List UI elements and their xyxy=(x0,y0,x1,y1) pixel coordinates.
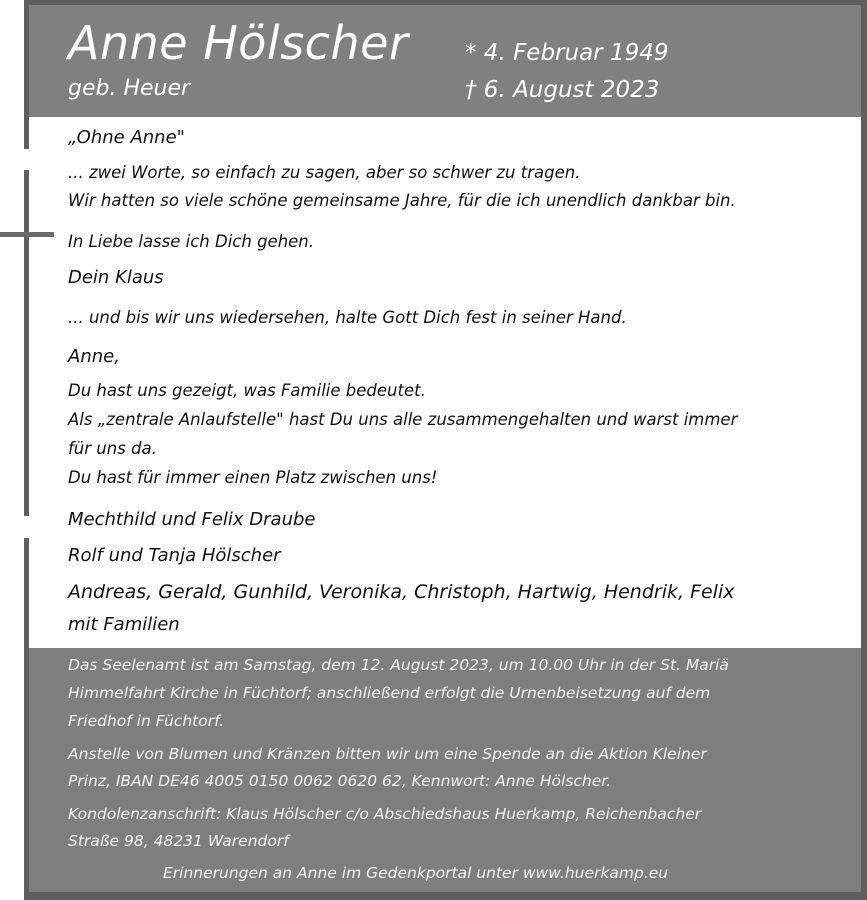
message-line: Als „zentrale Anlaufstelle" hast Du uns alle zusammengehalten und warst immer xyxy=(68,410,738,429)
poem-title: „Ohne Anne" xyxy=(68,127,185,148)
service-info: Das Seelenamt ist am Samstag, dem 12. August 2023, um 10.00 Uhr in der St. Mariä xyxy=(68,656,729,674)
service-info: Friedhof in Füchtorf. xyxy=(68,712,225,730)
mourner-line: Mechthild und Felix Draube xyxy=(68,509,316,530)
farewell-line: In Liebe lasse ich Dich gehen. xyxy=(68,232,315,251)
cross-gap-bottom xyxy=(24,516,29,538)
service-info: Himmelfahrt Kirche in Füchtorf; anschließend erfolgt die Urnenbeisetzung auf dem xyxy=(68,684,711,702)
blessing-line: ... und bis wir uns wiedersehen, halte Gott Dich fest in seiner Hand. xyxy=(68,308,627,327)
poem-line: Wir hatten so viele schöne gemeinsame Jahre, für die ich unendlich dankbar bin. xyxy=(68,191,736,210)
condolence-address: Kondolenzanschrift: Klaus Hölscher c/o Abschiedshaus Huerkamp, Reichenbacher xyxy=(68,805,702,823)
salutation: Anne, xyxy=(68,346,120,367)
mourner-line: Rolf und Tanja Hölscher xyxy=(68,545,281,566)
memorial-portal-link[interactable]: Erinnerungen an Anne im Gedenkportal unter www.huerkamp.eu xyxy=(163,864,669,882)
donation-info: Anstelle von Blumen und Kränzen bitten wir um eine Spende an die Aktion Kleiner xyxy=(68,745,707,763)
message-line: Du hast uns gezeigt, was Familie bedeutet. xyxy=(68,381,426,400)
donation-info: Prinz, IBAN DE46 4005 0150 0062 0620 62, Kennwort: Anne Hölscher. xyxy=(68,772,612,790)
signature: Dein Klaus xyxy=(68,267,164,288)
deceased-name: Anne Hölscher xyxy=(68,16,409,70)
message-line: für uns da. xyxy=(68,439,157,458)
maiden-name: geb. Heuer xyxy=(68,76,191,101)
cross-icon xyxy=(0,232,54,237)
cross-gap-top xyxy=(24,149,29,170)
mourner-line: Andreas, Gerald, Gunhild, Veronika, Christoph, Hartwig, Hendrik, Felix xyxy=(68,581,735,603)
death-date: † 6. August 2023 xyxy=(465,77,660,103)
mourner-line: mit Familien xyxy=(68,614,180,635)
birth-date: * 4. Februar 1949 xyxy=(465,40,669,66)
condolence-address: Straße 98, 48231 Warendorf xyxy=(68,832,289,850)
poem-line: ... zwei Worte, so einfach zu sagen, aber so schwer zu tragen. xyxy=(68,163,581,182)
message-line: Du hast für immer einen Platz zwischen uns! xyxy=(68,468,438,487)
